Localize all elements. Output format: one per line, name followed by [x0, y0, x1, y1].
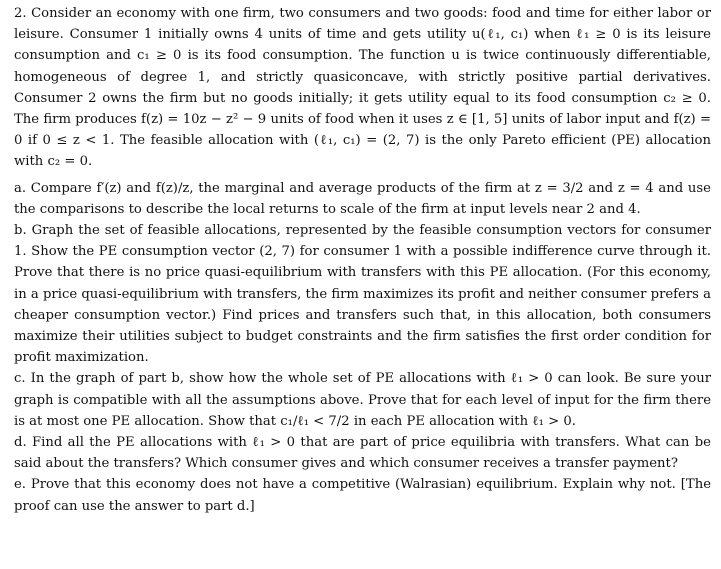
part-c: c. In the graph of part b, show how the whole set of PE allocations with ℓ₁ > 0 can look. Be sure your graph is compatible with all the assumptions above. Prove that for each level of input for the firm there is at most one PE allocation. Show that c₁/ℓ₁ < 7/2 in each PE allocation with ℓ₁ > 0.: [14, 371, 711, 429]
problem-intro: 2. Consider an economy with one firm, two consumers and two goods: food and time for either labor or leisure. Consumer 1 initially owns 4 units of time and gets utility u(ℓ₁, c₁) when ℓ₁ ≥ 0 is its leisure consumption and c₁ ≥ 0 is its food consumption. The function u is twice continuously differentiable, homogeneous of degree 1, and strictly quasiconcave, with strictly positive partial derivatives. Consumer 2 owns the firm but no goods initially; it gets utility equal to its food consumption c₂ ≥ 0. The firm produces f(z) = 10z − z² − 9 units of food when it uses z ∈ [1, 5] units of labor input and f(z) = 0 if 0 ≤ z < 1. The feasible allocation with (ℓ₁, c₁) = (2, 7) is the only Pareto efficient (PE) allocation with c₂ = 0.: [14, 6, 711, 170]
part-b: b. Graph the set of feasible allocations, represented by the feasible consumption vectors for consumer 1. Show the PE consumption vector (2, 7) for consumer 1 with a possible indifference curve through it. Prove that there is no price quasi-equilibrium with transfers with this PE allocation. (For this economy, in a price quasi-equilibrium with transfers, the firm maximizes its profit and neither consumer prefers a cheaper consumption vector.) Find prices and transfers such that, in this allocation, both consumers maximize their utilities subject to budget constraints and the firm satisfies the first order condition for profit maximization.: [14, 223, 711, 366]
part-e: e. Prove that this economy does not have a competitive (Walrasian) equilibrium. Explain why not. [The proof can use the answer to part d.]: [14, 477, 711, 514]
part-d: d. Find all the PE allocations with ℓ₁ > 0 that are part of price equilibria with transfers. What can be said about the transfers? Which consumer gives and which consumer receives a transfer payment?: [14, 435, 711, 472]
part-a: a. Compare f′(z) and f(z)/z, the marginal and average products of the firm at z = 3/2 and z = 4 and use the comparisons to describe the local returns to scale of the firm at input levels near 2 and 4.: [14, 180, 711, 217]
